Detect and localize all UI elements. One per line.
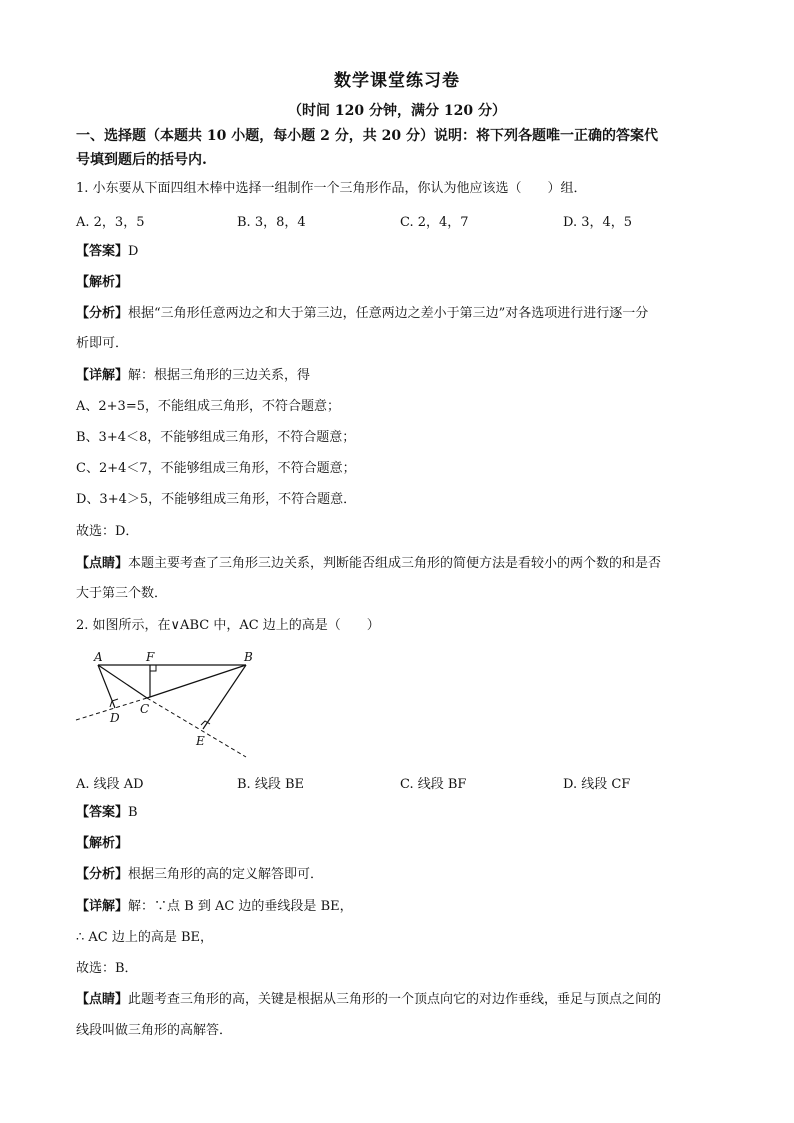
q1-detail-b: B、3+4＜8，不能够组成三角形，不符合题意； [76, 430, 356, 445]
dashed-line-ce [147, 698, 246, 757]
q1-option-c: C. 2，4，7 [400, 215, 469, 230]
label-f: F [146, 650, 155, 664]
q1-fenxi-label: 【分析】 [76, 306, 129, 321]
label-e: E [196, 734, 205, 748]
q1-xiangjie-text: 解：根据三角形的三边关系，得 [128, 368, 311, 383]
label-d: D [110, 711, 120, 725]
q2-dianjing-line1 [76, 991, 726, 1009]
q1-choice: 故选：D． [76, 524, 139, 539]
section-heading-line1: 一、选择题（本题共 10 小题，每小题 2 分，共 20 分）说明：将下列各题唯一正确的答案代 [76, 128, 658, 144]
segment-ac [98, 665, 147, 698]
q2-xiangjie-line1 [76, 898, 726, 916]
q2-fenxi-label: 【分析】 [76, 867, 129, 882]
q1-answer-value: D [128, 244, 139, 259]
page-subtitle: （时间 120 分钟，满分 120 分） [288, 103, 506, 119]
segment-ad [98, 665, 115, 708]
page-title: 数学课堂练习卷 [334, 71, 460, 91]
q2-fenxi [76, 866, 726, 884]
q2-xiangjie-text: 解：∵点 B 到 AC 边的垂线段是 BE， [128, 899, 353, 914]
q2-dianjing-text: 此题考查三角形的高，关键是根据从三角形的一个顶点向它的对边作垂线，垂足与顶点之间的 [128, 992, 662, 1007]
q2-option-b: B. 线段 BE [237, 777, 304, 792]
q2-answer-value: B [128, 805, 138, 820]
q1-option-d: D. 3，4，5 [563, 215, 633, 230]
q1-option-b: B. 3，8，4 [237, 215, 306, 230]
q1-dianjing-line2: 大于第三个数． [76, 586, 168, 601]
segment-bc [147, 665, 246, 698]
label-a: A [94, 650, 103, 664]
q1-dianjing-label: 【点睛】 [76, 556, 129, 571]
q1-fenxi-text: 根据“三角形任意两边之和大于第三边，任意两边之差小于第三边”对各选项进行进行逐一分 [128, 306, 649, 321]
section-heading-line2: 号填到题后的括号内. [76, 152, 207, 168]
q2-dianjing-label: 【点睛】 [76, 992, 129, 1007]
q1-xiangjie-label: 【详解】 [76, 368, 129, 383]
q2-stem: 2. 如图所示，在∨ABC 中，AC 边上的高是（ ） [76, 618, 380, 633]
q1-answer [76, 243, 726, 261]
right-angle-f [150, 665, 156, 671]
label-c: C [140, 702, 150, 716]
label-b: B [244, 650, 253, 664]
q1-detail-d: D、3+4＞5，不能够组成三角形，不符合题意． [76, 492, 357, 507]
q2-choice: 故选：B． [76, 961, 138, 976]
q2-answer-tag: 【答案】 [76, 805, 129, 820]
q2-xiangjie-label: 【详解】 [76, 899, 129, 914]
q2-answer [76, 804, 726, 822]
q1-fenxi-line2: 析即可． [76, 336, 129, 351]
q1-detail-c: C、2+4＜7，不能够组成三角形，不符合题意； [76, 461, 356, 476]
q1-stem: 1. 小东要从下面四组木棒中选择一组制作一个三角形作品，你认为他应该选（ ）组． [76, 181, 587, 196]
q1-answer-tag: 【答案】 [76, 244, 129, 259]
q2-fenxi-text: 根据三角形的高的定义解答即可． [128, 867, 324, 882]
q1-fenxi-line1 [76, 305, 726, 323]
segment-be [203, 665, 246, 729]
q1-analysis-tag [76, 274, 726, 292]
q2-xiangjie-line2: ∴ AC 边上的高是 BE， [76, 930, 214, 945]
q2-dianjing-line2: 线段叫做三角形的高解答． [76, 1023, 233, 1038]
q2-analysis-label: 【解析】 [76, 836, 129, 851]
q1-analysis-label: 【解析】 [76, 275, 129, 290]
q2-analysis-tag [76, 835, 726, 853]
q1-dianjing-line1 [76, 555, 726, 573]
q1-dianjing-text: 本题主要考查了三角形三边关系，判断能否组成三角形的简便方法是看较小的两个数的和是否 [128, 556, 662, 571]
q2-triangle-figure [70, 645, 260, 763]
q1-detail-a: A、2+3=5，不能组成三角形，不符合题意； [76, 399, 340, 414]
q2-option-c: C. 线段 BF [400, 777, 467, 792]
q2-option-a: A. 线段 AD [76, 777, 144, 792]
q1-option-a: A. 2，3，5 [76, 215, 145, 230]
q2-option-d: D. 线段 CF [563, 777, 631, 792]
q1-xiangjie [76, 367, 726, 385]
